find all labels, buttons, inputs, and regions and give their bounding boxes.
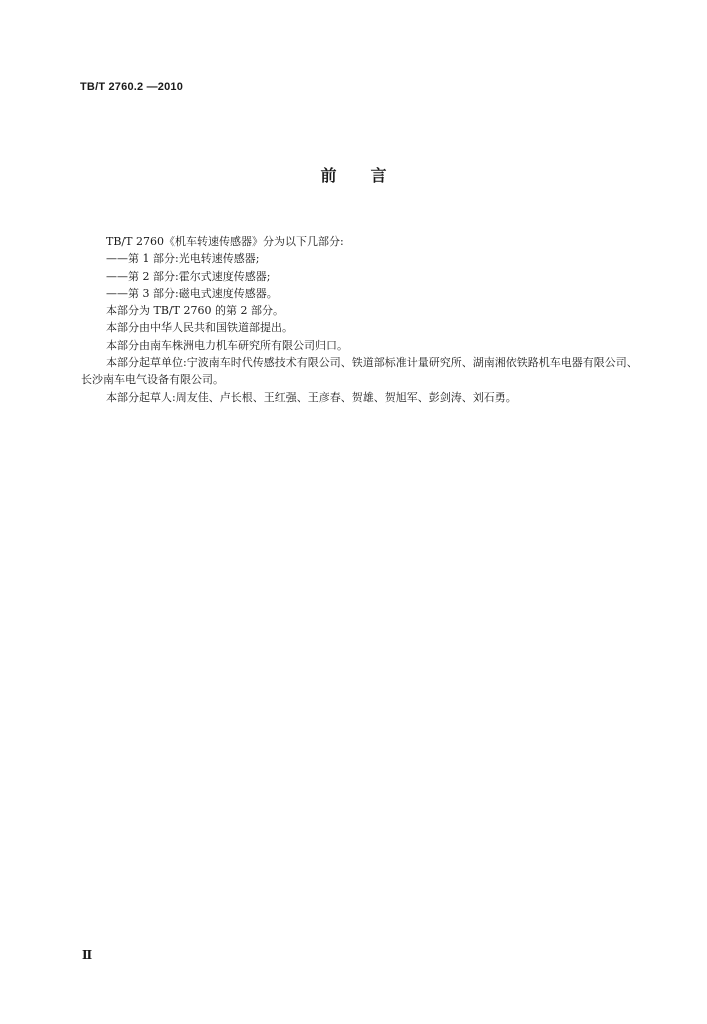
part-list-item-3: ——第 3 部分:磁电式速度传感器。 <box>106 286 278 300</box>
page-number: Ⅱ <box>82 948 93 962</box>
foreword-body <box>81 233 641 406</box>
this-part-paragraph: 本部分为 TB/T 2760 的第 2 部分。 <box>106 304 284 318</box>
part-list-item-1: ——第 1 部分:光电转速传感器; <box>106 252 260 266</box>
drafting-units-paragraph: 本部分起草单位:宁波南车时代传感技术有限公司、铁道部标准计量研究所、湖南湘依铁路机车电器有限公司、长沙南车电气设备有限公司。 <box>81 356 638 387</box>
proposed-by-paragraph: 本部分由中华人民共和国铁道部提出。 <box>106 321 293 335</box>
page-title: 前言 <box>320 166 421 185</box>
part-list-item-2: ——第 2 部分:霍尔式速度传感器; <box>106 269 271 283</box>
standard-code: TB/T 2760.2 —2010 <box>80 81 184 93</box>
intro-paragraph: TB/T 2760《机车转速传感器》分为以下几部分: <box>106 235 344 248</box>
drafters-paragraph: 本部分起草人:周友佳、卢长根、王红强、王彦春、贺雄、贺旭军、彭剑涛、刘石勇。 <box>106 390 517 404</box>
managed-by-paragraph: 本部分由南车株洲电力机车研究所有限公司归口。 <box>106 338 348 352</box>
